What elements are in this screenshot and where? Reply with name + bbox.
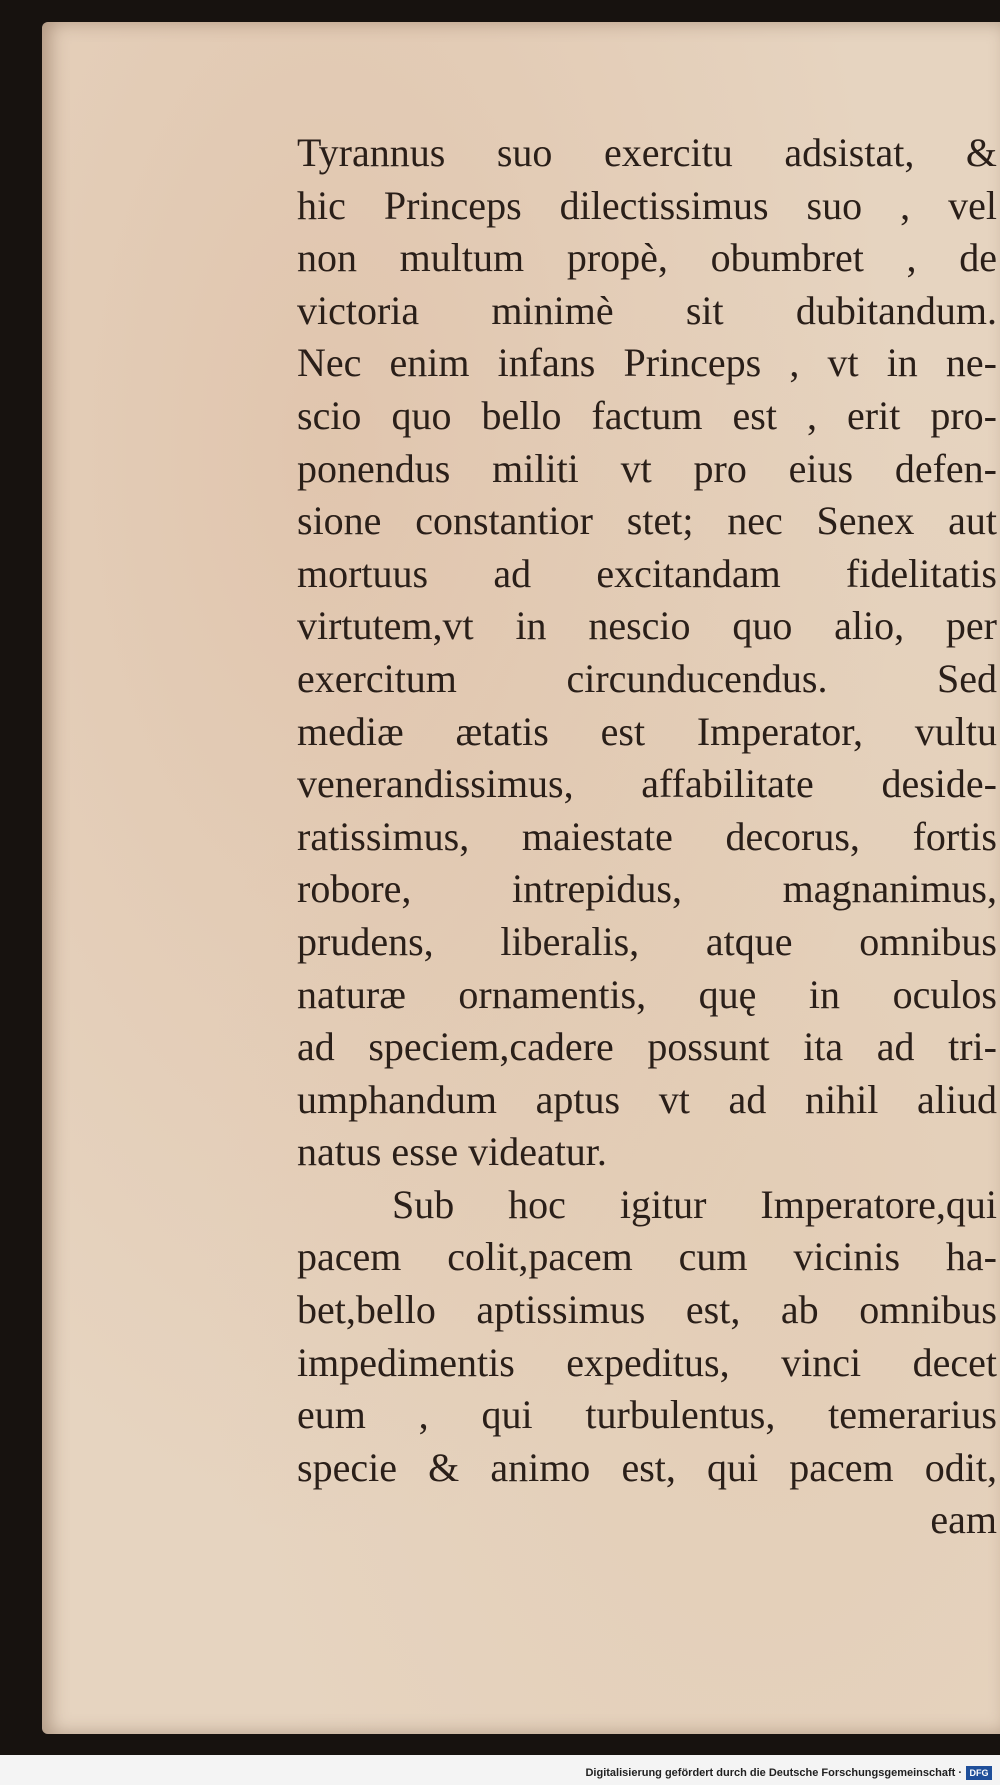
text-line: bet,bello aptissimus est, ab omnibus <box>297 1287 997 1333</box>
text-line: ad speciem,cadere possunt ita ad tri- <box>297 1024 997 1070</box>
text-line: specie & animo est, qui pacem odit, <box>297 1444 997 1490</box>
text-line: Sub hoc igitur Imperatore,qui <box>392 1181 997 1227</box>
text-line: sione constantior stet; nec Senex aut <box>297 498 997 544</box>
text-line: non multum propè, obumbret , de <box>297 235 997 281</box>
page-text <box>297 127 997 1547</box>
text-line: Tyrannus suo exercitu adsistat, & <box>297 130 997 175</box>
text-line: venerandissimus, affabilitate deside- <box>297 761 997 807</box>
text-line: naturæ ornamentis, quę in oculos <box>297 971 997 1017</box>
text-line: mortuus ad excitandam fidelitatis <box>297 550 997 596</box>
text-line: virtutem,vt in nescio quo alio, per <box>297 603 997 649</box>
text-line: ponendus militi vt pro eius defen- <box>297 445 997 491</box>
funding-credit: Digitalisierung gefördert durch die Deutsche Forschungsgemeinschaft · <box>585 1767 962 1779</box>
catchword: eam <box>930 1497 997 1543</box>
text-line: umphandum aptus vt ad nihil aliud <box>297 1076 997 1122</box>
text-line: robore, intrepidus, magnanimus, <box>297 866 997 912</box>
text-line: natus esse videatur. <box>297 1129 607 1175</box>
dfg-logo-icon: DFG <box>966 1766 992 1780</box>
text-line: impedimentis expeditus, vinci decet <box>297 1339 997 1385</box>
text-line: eum , qui turbulentus, temerarius <box>297 1392 997 1438</box>
text-line: scio quo bello factum est , erit pro- <box>297 392 997 438</box>
text-line: Nec enim infans Princeps , vt in ne- <box>297 340 997 386</box>
footer-bar <box>0 1755 1000 1785</box>
text-line: pacem colit,pacem cum vicinis ha- <box>297 1234 997 1280</box>
book-page <box>42 22 1000 1734</box>
text-line: exercitum circunducendus. Sed <box>297 655 997 701</box>
text-line: mediæ ætatis est Imperator, vultu <box>297 708 997 754</box>
text-line: victoria minimè sit dubitandum. <box>297 287 997 333</box>
text-line: hic Princeps dilectissimus suo , vel <box>297 182 997 228</box>
text-line: ratissimus, maiestate decorus, fortis <box>297 813 997 859</box>
text-line: prudens, liberalis, atque omnibus <box>297 918 997 964</box>
